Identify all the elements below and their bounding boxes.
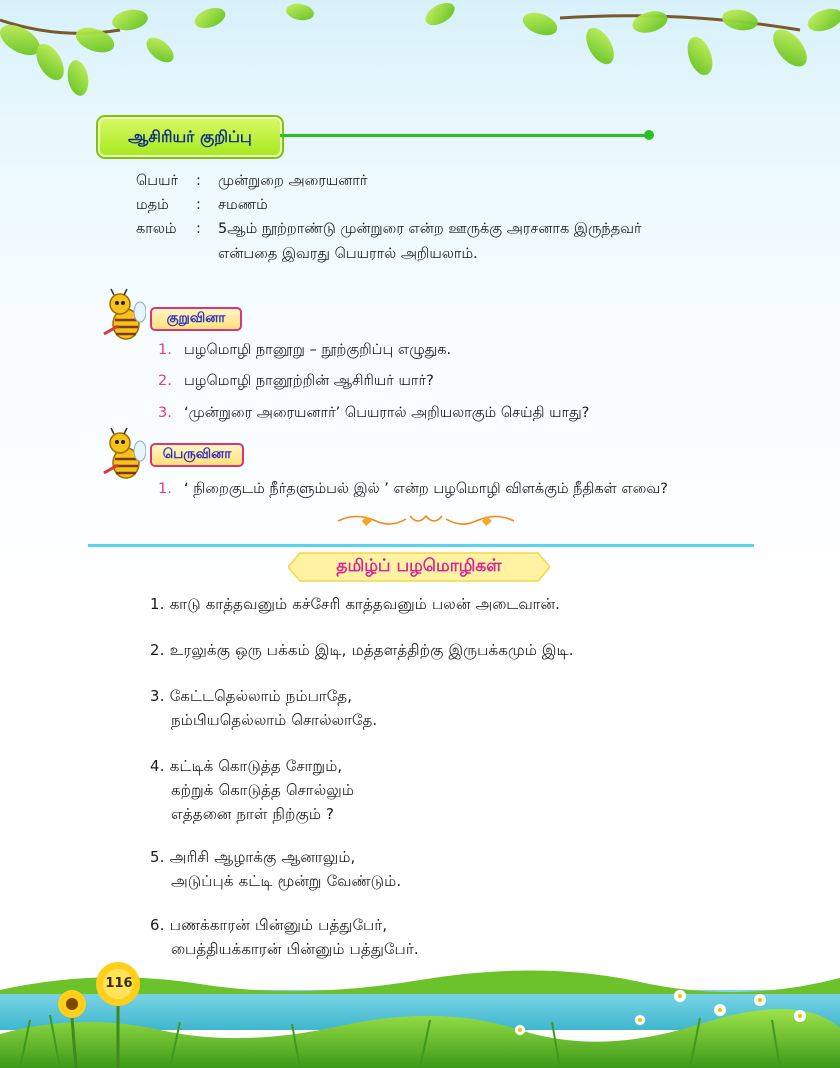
long-question bbox=[158, 479, 668, 499]
proverb-line: 5. அரிசி ஆழாக்கு ஆனாலும், bbox=[150, 849, 356, 866]
question-text: பழமொழி நானூற்றின் ஆசிரியர் யார்? bbox=[184, 373, 434, 389]
proverb-line: கற்றுக் கொடுத்த சொல்லும் bbox=[171, 782, 355, 799]
question-text: ‘ நிறைகுடம் நீர்தளும்பல் இல் ’ என்ற பழமொழி விளக்கும் நீதிகள் எவை? bbox=[184, 481, 668, 497]
info-value: சமணம் bbox=[218, 197, 268, 213]
proverbs-heading bbox=[288, 551, 550, 583]
short-question bbox=[158, 371, 434, 391]
proverb-line: அடுப்புக் கட்டி மூன்று வேண்டும். bbox=[171, 873, 402, 890]
question-number: 1. bbox=[158, 481, 172, 497]
long-questions-label bbox=[150, 443, 244, 467]
author-note-heading bbox=[96, 115, 284, 159]
ornament-divider bbox=[336, 510, 516, 532]
question-number: 3. bbox=[158, 405, 172, 421]
proverb-item bbox=[150, 593, 560, 617]
proverb-item bbox=[150, 846, 401, 894]
leaves-decoration bbox=[0, 0, 840, 110]
proverb-line: நம்பியதெல்லாம் சொல்லாதே. bbox=[171, 712, 378, 729]
proverb-item bbox=[150, 639, 574, 663]
info-colon: : bbox=[196, 173, 201, 189]
info-colon: : bbox=[196, 197, 201, 213]
info-label: காலம் bbox=[136, 221, 177, 237]
info-label: மதம் bbox=[136, 197, 169, 213]
page-number: 116 bbox=[105, 975, 133, 991]
proverb-line: 2. உரலுக்கு ஒரு பக்கம் இடி, மத்தளத்திற்கு இருபக்கமும் இடி. bbox=[150, 642, 574, 659]
short-question bbox=[158, 403, 589, 423]
proverb-line: 4. கட்டிக் கொடுத்த சோறும், bbox=[150, 758, 343, 775]
bee-icon bbox=[96, 427, 146, 485]
question-number: 1. bbox=[158, 342, 172, 358]
heading-rule bbox=[280, 134, 648, 137]
proverb-item bbox=[150, 755, 354, 827]
section-rule bbox=[88, 544, 754, 547]
long-questions-label-text: பெருவினா bbox=[162, 446, 232, 462]
proverb-line: பைத்தியக்காரன் பின்னும் பத்துபேர். bbox=[171, 941, 419, 958]
info-label: பெயர் bbox=[136, 173, 179, 189]
info-row-name bbox=[136, 171, 367, 191]
proverb-item bbox=[150, 685, 377, 733]
info-row-religion bbox=[136, 195, 268, 215]
info-value: முன்றுறை அரையனார் bbox=[218, 173, 368, 189]
proverbs-heading-text: தமிழ்ப் பழமொழிகள் bbox=[336, 556, 502, 576]
short-questions-label bbox=[150, 307, 242, 331]
question-number: 2. bbox=[158, 373, 172, 389]
short-questions-label-text: குறுவினா bbox=[166, 310, 226, 326]
info-row-period bbox=[136, 219, 642, 239]
info-colon: : bbox=[196, 221, 201, 237]
info-value: 5ஆம் நூற்றாண்டு முன்றுரை என்ற ஊருக்கு அரசனாக இருந்தவர் bbox=[218, 221, 642, 237]
proverb-line: 1. காடு காத்தவனும் கச்சேரி காத்தவனும் பலன் அடைவான். bbox=[150, 596, 561, 613]
question-text: பழமொழி நானூறு – நூற்குறிப்பு எழுதுக. bbox=[184, 342, 452, 358]
heading-rule-dot bbox=[644, 130, 654, 140]
info-row-period-cont: என்பதை இவரது பெயரால் அறியலாம். bbox=[218, 246, 478, 262]
author-note-heading-text: ஆசிரியர் குறிப்பு bbox=[128, 126, 252, 146]
proverb-item bbox=[150, 914, 419, 962]
bee-icon bbox=[96, 288, 146, 346]
short-question bbox=[158, 340, 451, 360]
proverb-line: 6. பணக்காரன் பின்னும் பத்துபேர், bbox=[150, 917, 388, 934]
proverb-line: எத்தனை நாள் நிற்கும் ? bbox=[171, 806, 335, 823]
question-text: ‘முன்றுரை அரையனார்’ பெயரால் அறியலாகும் செய்தி யாது? bbox=[184, 405, 590, 421]
proverb-line: 3. கேட்டதெல்லாம் நம்பாதே, bbox=[150, 688, 353, 705]
